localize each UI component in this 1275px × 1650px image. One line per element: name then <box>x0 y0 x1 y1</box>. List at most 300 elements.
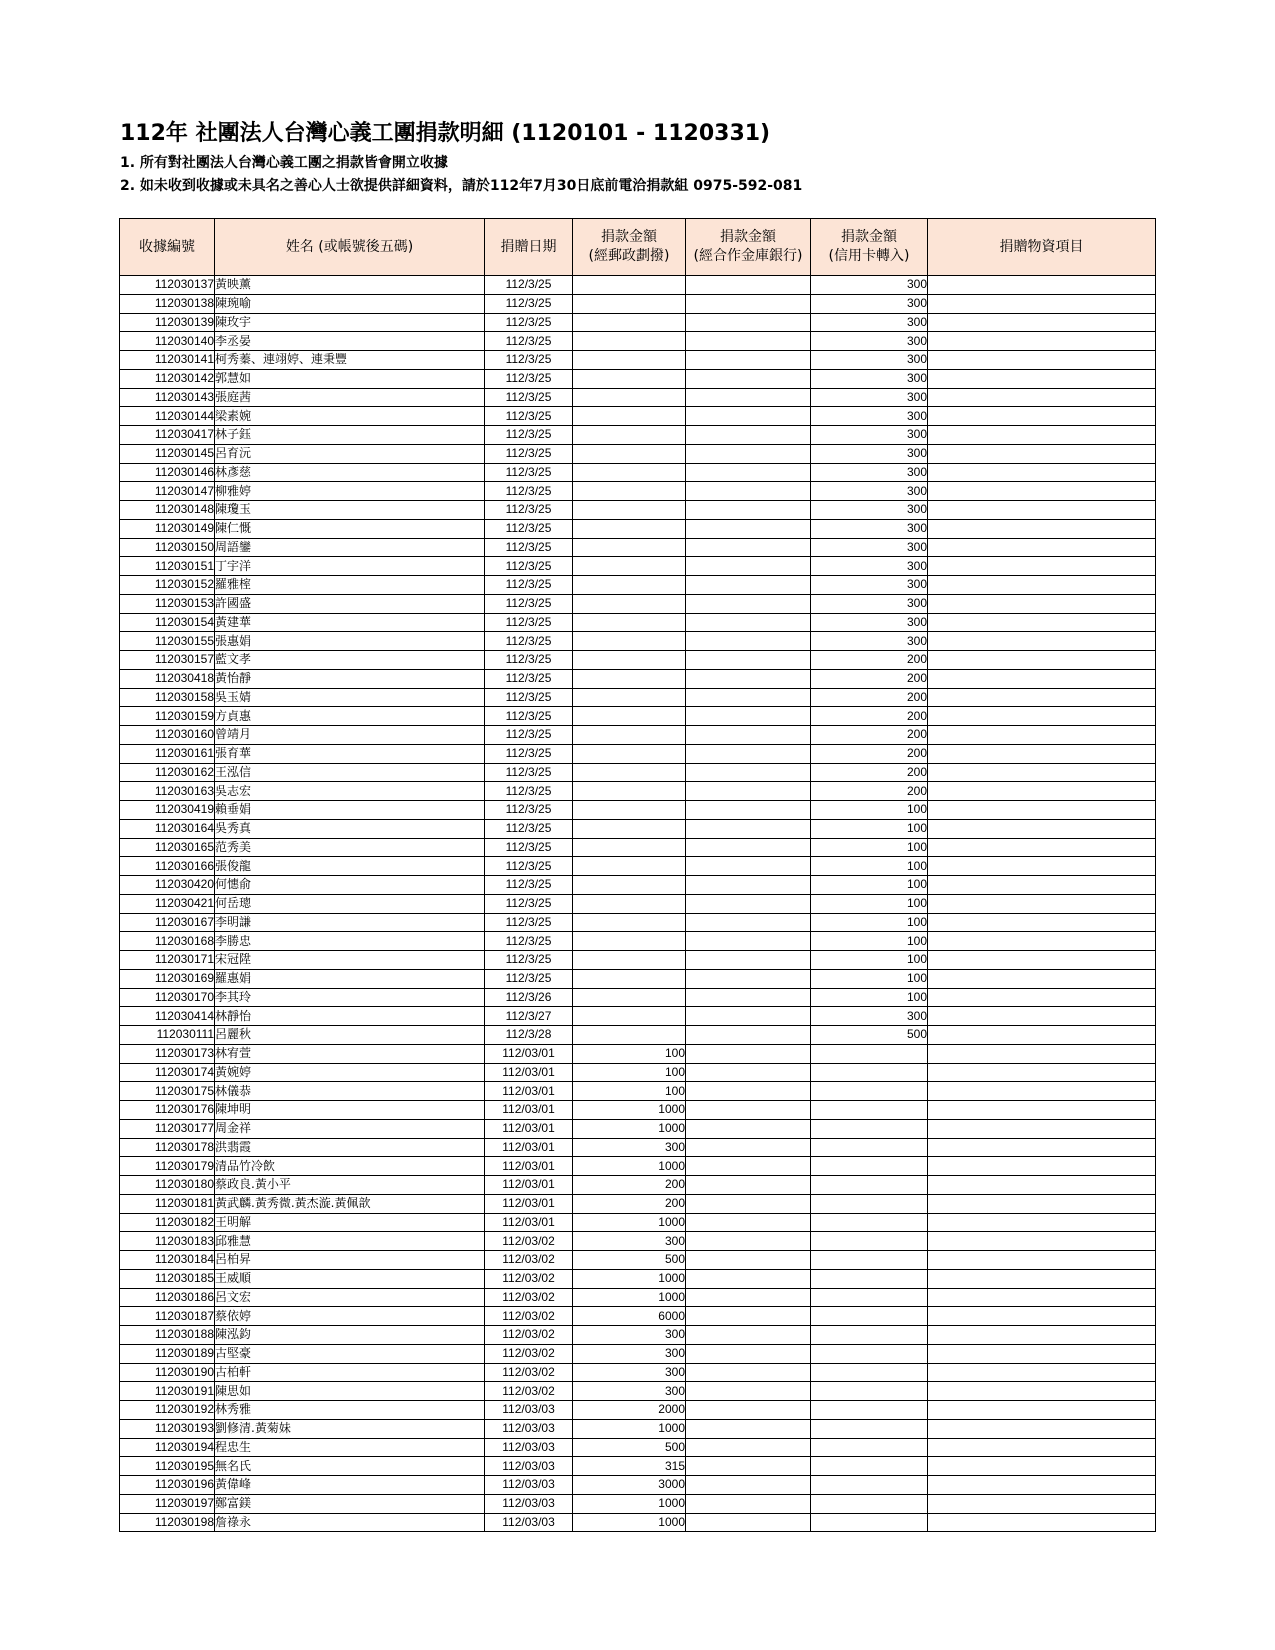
donor-name-cell: 清品竹冷飲 <box>215 1157 485 1176</box>
donor-name-cell: 蔡政良.黃小平 <box>215 1176 485 1195</box>
donation-date-cell: 112/3/25 <box>485 538 573 557</box>
donor-name-cell: 陳瓊玉 <box>215 501 485 520</box>
donated-goods-cell <box>928 1307 1156 1326</box>
amount-credit-card-cell: 200 <box>811 688 928 707</box>
donor-name-cell: 林子鈺 <box>215 426 485 445</box>
amount-postal-cell: 100 <box>573 1082 686 1101</box>
receipt-number-cell: 112030186 <box>120 1288 215 1307</box>
receipt-number-cell: 112030160 <box>120 726 215 745</box>
amount-credit-card-cell: 300 <box>811 332 928 351</box>
donor-name-cell: 鄭富鎂 <box>215 1494 485 1513</box>
donation-date-cell: 112/03/02 <box>485 1288 573 1307</box>
header-donation-date: 捐贈日期 <box>485 219 573 276</box>
donated-goods-cell <box>928 1194 1156 1213</box>
donor-name-cell: 黃映薰 <box>215 276 485 295</box>
amount-credit-card-cell <box>811 1401 928 1420</box>
amount-credit-card-cell <box>811 1513 928 1532</box>
amount-credit-card-cell: 100 <box>811 969 928 988</box>
amount-postal-cell <box>573 501 686 520</box>
donation-date-cell: 112/03/02 <box>485 1344 573 1363</box>
table-row <box>120 763 1156 782</box>
amount-bank-cell <box>686 838 811 857</box>
amount-credit-card-cell <box>811 1194 928 1213</box>
amount-bank-cell <box>686 969 811 988</box>
amount-credit-card-cell: 300 <box>811 594 928 613</box>
amount-credit-card-cell <box>811 1419 928 1438</box>
amount-credit-card-cell <box>811 1494 928 1513</box>
receipt-number-cell: 112030196 <box>120 1476 215 1495</box>
receipt-number-cell: 112030170 <box>120 988 215 1007</box>
donation-date-cell: 112/3/25 <box>485 969 573 988</box>
receipt-number-cell: 112030414 <box>120 1007 215 1026</box>
amount-postal-cell <box>573 669 686 688</box>
donation-date-cell: 112/03/02 <box>485 1326 573 1345</box>
table-row <box>120 594 1156 613</box>
amount-postal-cell: 300 <box>573 1344 686 1363</box>
amount-bank-cell <box>686 744 811 763</box>
donor-name-cell: 周金祥 <box>215 1119 485 1138</box>
donated-goods-cell <box>928 594 1156 613</box>
donor-name-cell: 古柏軒 <box>215 1363 485 1382</box>
donor-name-cell: 許國盛 <box>215 594 485 613</box>
table-row <box>120 1326 1156 1345</box>
amount-postal-cell: 1000 <box>573 1513 686 1532</box>
amount-bank-cell <box>686 951 811 970</box>
donated-goods-cell <box>928 894 1156 913</box>
donated-goods-cell <box>928 913 1156 932</box>
donated-goods-cell <box>928 1363 1156 1382</box>
amount-credit-card-cell: 300 <box>811 576 928 595</box>
table-row <box>120 1251 1156 1270</box>
amount-credit-card-cell <box>811 1307 928 1326</box>
donation-date-cell: 112/03/03 <box>485 1513 573 1532</box>
amount-credit-card-cell: 300 <box>811 519 928 538</box>
donor-name-cell: 呂文宏 <box>215 1288 485 1307</box>
amount-bank-cell <box>686 1251 811 1270</box>
donor-name-cell: 黃建華 <box>215 613 485 632</box>
receipt-number-cell: 112030165 <box>120 838 215 857</box>
amount-postal-cell <box>573 276 686 295</box>
amount-credit-card-cell <box>811 1044 928 1063</box>
amount-postal-cell: 1000 <box>573 1494 686 1513</box>
donation-date-cell: 112/3/25 <box>485 894 573 913</box>
amount-credit-card-cell <box>811 1457 928 1476</box>
table-row <box>120 688 1156 707</box>
amount-bank-cell <box>686 819 811 838</box>
amount-postal-cell: 1000 <box>573 1119 686 1138</box>
receipt-number-cell: 112030163 <box>120 782 215 801</box>
amount-postal-cell <box>573 1007 686 1026</box>
table-row <box>120 313 1156 332</box>
amount-bank-cell <box>686 1363 811 1382</box>
donation-date-cell: 112/3/25 <box>485 782 573 801</box>
amount-postal-cell: 300 <box>573 1232 686 1251</box>
donation-date-cell: 112/03/01 <box>485 1044 573 1063</box>
receipt-number-cell: 112030145 <box>120 444 215 463</box>
donation-date-cell: 112/3/25 <box>485 763 573 782</box>
table-row <box>120 1213 1156 1232</box>
amount-bank-cell <box>686 613 811 632</box>
donor-name-cell: 李明謙 <box>215 913 485 932</box>
table-row <box>120 1401 1156 1420</box>
amount-postal-cell: 200 <box>573 1194 686 1213</box>
receipt-number-cell: 112030180 <box>120 1176 215 1195</box>
donor-name-cell: 黃怡靜 <box>215 669 485 688</box>
amount-credit-card-cell <box>811 1269 928 1288</box>
donation-date-cell: 112/3/25 <box>485 801 573 820</box>
amount-bank-cell <box>686 1382 811 1401</box>
amount-credit-card-cell: 200 <box>811 726 928 745</box>
donation-date-cell: 112/3/25 <box>485 557 573 576</box>
donation-date-cell: 112/03/03 <box>485 1401 573 1420</box>
amount-bank-cell <box>686 388 811 407</box>
amount-bank-cell <box>686 1063 811 1082</box>
amount-credit-card-cell: 200 <box>811 763 928 782</box>
receipt-number-cell: 112030138 <box>120 294 215 313</box>
amount-postal-cell: 100 <box>573 1063 686 1082</box>
receipt-number-cell: 112030191 <box>120 1382 215 1401</box>
amount-credit-card-cell <box>811 1476 928 1495</box>
amount-bank-cell <box>686 669 811 688</box>
amount-credit-card-cell <box>811 1157 928 1176</box>
donation-date-cell: 112/3/25 <box>485 876 573 895</box>
amount-postal-cell <box>573 913 686 932</box>
donation-date-cell: 112/3/25 <box>485 576 573 595</box>
donor-name-cell: 洪翡霞 <box>215 1138 485 1157</box>
table-row <box>120 1026 1156 1045</box>
amount-credit-card-cell: 300 <box>811 351 928 370</box>
header-donated-goods: 捐贈物資項目 <box>928 219 1156 276</box>
donated-goods-cell <box>928 351 1156 370</box>
amount-credit-card-cell: 300 <box>811 482 928 501</box>
donor-name-cell: 陳坤明 <box>215 1101 485 1120</box>
donation-date-cell: 112/3/25 <box>485 707 573 726</box>
header-amount-credit-card: 捐款金額 (信用卡轉入) <box>811 219 928 276</box>
amount-postal-cell <box>573 819 686 838</box>
amount-postal-cell <box>573 407 686 426</box>
donated-goods-cell <box>928 1419 1156 1438</box>
amount-credit-card-cell: 100 <box>811 988 928 1007</box>
amount-bank-cell <box>686 407 811 426</box>
receipt-number-cell: 112030187 <box>120 1307 215 1326</box>
table-row <box>120 426 1156 445</box>
amount-credit-card-cell: 200 <box>811 782 928 801</box>
amount-credit-card-cell: 200 <box>811 707 928 726</box>
amount-bank-cell <box>686 1138 811 1157</box>
donation-date-cell: 112/3/25 <box>485 819 573 838</box>
table-row <box>120 838 1156 857</box>
amount-credit-card-cell: 300 <box>811 426 928 445</box>
amount-bank-cell <box>686 763 811 782</box>
amount-bank-cell <box>686 594 811 613</box>
amount-credit-card-cell: 300 <box>811 1007 928 1026</box>
donor-name-cell: 王明解 <box>215 1213 485 1232</box>
receipt-number-cell: 112030111 <box>120 1026 215 1045</box>
amount-postal-cell <box>573 519 686 538</box>
receipt-number-cell: 112030147 <box>120 482 215 501</box>
amount-postal-cell <box>573 838 686 857</box>
donation-date-cell: 112/03/01 <box>485 1119 573 1138</box>
amount-credit-card-cell: 100 <box>811 932 928 951</box>
amount-credit-card-cell: 200 <box>811 744 928 763</box>
table-row <box>120 1307 1156 1326</box>
donated-goods-cell <box>928 1119 1156 1138</box>
amount-postal-cell <box>573 1026 686 1045</box>
amount-bank-cell <box>686 313 811 332</box>
amount-bank-cell <box>686 538 811 557</box>
table-row <box>120 1063 1156 1082</box>
donation-date-cell: 112/3/25 <box>485 369 573 388</box>
amount-bank-cell <box>686 632 811 651</box>
donor-name-cell: 王泓信 <box>215 763 485 782</box>
amount-bank-cell <box>686 332 811 351</box>
donated-goods-cell <box>928 951 1156 970</box>
donor-name-cell: 何岳璁 <box>215 894 485 913</box>
amount-bank-cell <box>686 1419 811 1438</box>
donation-date-cell: 112/3/25 <box>485 501 573 520</box>
receipt-number-cell: 112030153 <box>120 594 215 613</box>
donation-date-cell: 112/3/27 <box>485 1007 573 1026</box>
donated-goods-cell <box>928 1213 1156 1232</box>
donor-name-cell: 黃偉峰 <box>215 1476 485 1495</box>
table-row <box>120 444 1156 463</box>
amount-credit-card-cell: 500 <box>811 1026 928 1045</box>
donor-name-cell: 張惠娟 <box>215 632 485 651</box>
amount-postal-cell <box>573 538 686 557</box>
donated-goods-cell <box>928 1138 1156 1157</box>
amount-postal-cell <box>573 969 686 988</box>
donated-goods-cell <box>928 801 1156 820</box>
donated-goods-cell <box>928 726 1156 745</box>
table-row <box>120 1176 1156 1195</box>
amount-postal-cell: 500 <box>573 1438 686 1457</box>
table-row <box>120 819 1156 838</box>
donation-date-cell: 112/3/25 <box>485 857 573 876</box>
receipt-number-cell: 112030140 <box>120 332 215 351</box>
donor-name-cell: 黃武麟.黃秀微.黃杰漩.黃佩歆 <box>215 1194 485 1213</box>
donation-date-cell: 112/3/25 <box>485 669 573 688</box>
donor-name-cell: 李勝忠 <box>215 932 485 951</box>
amount-credit-card-cell <box>811 1438 928 1457</box>
receipt-number-cell: 112030176 <box>120 1101 215 1120</box>
donated-goods-cell <box>928 1082 1156 1101</box>
donated-goods-cell <box>928 669 1156 688</box>
donor-name-cell: 羅惠娟 <box>215 969 485 988</box>
donor-name-cell: 柯秀蓁、連翊婷、連秉豐 <box>215 351 485 370</box>
receipt-number-cell: 112030189 <box>120 1344 215 1363</box>
donor-name-cell: 周語鑾 <box>215 538 485 557</box>
amount-credit-card-cell <box>811 1213 928 1232</box>
amount-bank-cell <box>686 1007 811 1026</box>
donated-goods-cell <box>928 838 1156 857</box>
donor-name-cell: 張俊龍 <box>215 857 485 876</box>
amount-postal-cell <box>573 332 686 351</box>
table-row <box>120 1288 1156 1307</box>
amount-credit-card-cell <box>811 1138 928 1157</box>
table-row <box>120 651 1156 670</box>
table-row <box>120 1438 1156 1457</box>
donor-name-cell: 林彥慈 <box>215 463 485 482</box>
amount-credit-card-cell <box>811 1082 928 1101</box>
amount-bank-cell <box>686 651 811 670</box>
donor-name-cell: 王威順 <box>215 1269 485 1288</box>
donation-date-cell: 112/3/25 <box>485 594 573 613</box>
table-row <box>120 407 1156 426</box>
table-row <box>120 351 1156 370</box>
table-row <box>120 782 1156 801</box>
receipt-number-cell: 112030149 <box>120 519 215 538</box>
amount-bank-cell <box>686 426 811 445</box>
table-row <box>120 1082 1156 1101</box>
amount-credit-card-cell: 100 <box>811 876 928 895</box>
amount-bank-cell <box>686 988 811 1007</box>
donation-date-cell: 112/3/25 <box>485 932 573 951</box>
receipt-number-cell: 112030192 <box>120 1401 215 1420</box>
document-title: 112年 社團法人台灣心義工團捐款明細 (1120101 - 1120331) <box>120 121 771 146</box>
receipt-number-cell: 112030177 <box>120 1119 215 1138</box>
donated-goods-cell <box>928 1513 1156 1532</box>
table-row <box>120 369 1156 388</box>
donor-name-cell: 郭慧如 <box>215 369 485 388</box>
amount-postal-cell: 300 <box>573 1326 686 1345</box>
donor-name-cell: 邱雅慧 <box>215 1232 485 1251</box>
donated-goods-cell <box>928 1232 1156 1251</box>
amount-postal-cell <box>573 801 686 820</box>
table-row <box>120 519 1156 538</box>
donation-table <box>119 218 1156 1532</box>
header-amount-bank: 捐款金額 (經合作金庫銀行) <box>686 219 811 276</box>
receipt-number-cell: 112030146 <box>120 463 215 482</box>
receipt-number-cell: 112030137 <box>120 276 215 295</box>
amount-bank-cell <box>686 576 811 595</box>
table-row <box>120 744 1156 763</box>
donation-date-cell: 112/03/01 <box>485 1101 573 1120</box>
amount-postal-cell <box>573 726 686 745</box>
donated-goods-cell <box>928 688 1156 707</box>
amount-bank-cell <box>686 1213 811 1232</box>
amount-postal-cell <box>573 426 686 445</box>
amount-bank-cell <box>686 501 811 520</box>
donated-goods-cell <box>928 613 1156 632</box>
amount-postal-cell <box>573 688 686 707</box>
table-row <box>120 538 1156 557</box>
donation-date-cell: 112/3/25 <box>485 838 573 857</box>
donor-name-cell: 李丞晏 <box>215 332 485 351</box>
donor-name-cell: 范秀美 <box>215 838 485 857</box>
table-row <box>120 1101 1156 1120</box>
receipt-number-cell: 112030188 <box>120 1326 215 1345</box>
amount-bank-cell <box>686 369 811 388</box>
receipt-number-cell: 112030190 <box>120 1363 215 1382</box>
amount-credit-card-cell: 100 <box>811 801 928 820</box>
table-row <box>120 557 1156 576</box>
donor-name-cell: 陳泓鈞 <box>215 1326 485 1345</box>
donated-goods-cell <box>928 1007 1156 1026</box>
receipt-number-cell: 112030195 <box>120 1457 215 1476</box>
receipt-number-cell: 112030152 <box>120 576 215 595</box>
amount-bank-cell <box>686 1119 811 1138</box>
donor-name-cell: 呂柏昇 <box>215 1251 485 1270</box>
table-row <box>120 1363 1156 1382</box>
donation-date-cell: 112/03/01 <box>485 1213 573 1232</box>
table-row <box>120 1194 1156 1213</box>
donor-name-cell: 方貞惠 <box>215 707 485 726</box>
table-row <box>120 876 1156 895</box>
table-row <box>120 1119 1156 1138</box>
amount-postal-cell: 100 <box>573 1044 686 1063</box>
receipt-number-cell: 112030174 <box>120 1063 215 1082</box>
donor-name-cell: 柳雅婷 <box>215 482 485 501</box>
donated-goods-cell <box>928 969 1156 988</box>
amount-bank-cell <box>686 1307 811 1326</box>
amount-credit-card-cell: 300 <box>811 276 928 295</box>
donor-name-cell: 蔡依婷 <box>215 1307 485 1326</box>
donated-goods-cell <box>928 763 1156 782</box>
receipt-number-cell: 112030151 <box>120 557 215 576</box>
donor-name-cell: 呂育沅 <box>215 444 485 463</box>
amount-bank-cell <box>686 351 811 370</box>
amount-bank-cell <box>686 482 811 501</box>
donation-date-cell: 112/03/03 <box>485 1494 573 1513</box>
donation-date-cell: 112/03/02 <box>485 1269 573 1288</box>
amount-credit-card-cell: 300 <box>811 463 928 482</box>
table-row <box>120 1457 1156 1476</box>
table-row <box>120 1382 1156 1401</box>
amount-postal-cell: 315 <box>573 1457 686 1476</box>
donor-name-cell: 陳琬喻 <box>215 294 485 313</box>
table-row <box>120 857 1156 876</box>
amount-credit-card-cell: 100 <box>811 857 928 876</box>
donor-name-cell: 曾靖月 <box>215 726 485 745</box>
receipt-number-cell: 112030419 <box>120 801 215 820</box>
donor-name-cell: 林宥萱 <box>215 1044 485 1063</box>
amount-credit-card-cell <box>811 1119 928 1138</box>
amount-postal-cell <box>573 744 686 763</box>
receipt-number-cell: 112030168 <box>120 932 215 951</box>
amount-postal-cell <box>573 988 686 1007</box>
receipt-number-cell: 112030178 <box>120 1138 215 1157</box>
donor-name-cell: 梁素婉 <box>215 407 485 426</box>
donated-goods-cell <box>928 1401 1156 1420</box>
donor-name-cell: 丁宇洋 <box>215 557 485 576</box>
donor-name-cell: 李其玲 <box>215 988 485 1007</box>
donated-goods-cell <box>928 463 1156 482</box>
amount-credit-card-cell: 300 <box>811 501 928 520</box>
donor-name-cell: 宋冠陞 <box>215 951 485 970</box>
amount-credit-card-cell: 200 <box>811 669 928 688</box>
donation-date-cell: 112/03/01 <box>485 1194 573 1213</box>
receipt-number-cell: 112030181 <box>120 1194 215 1213</box>
donation-date-cell: 112/03/03 <box>485 1438 573 1457</box>
amount-credit-card-cell: 300 <box>811 538 928 557</box>
amount-postal-cell: 300 <box>573 1138 686 1157</box>
donation-date-cell: 112/03/02 <box>485 1232 573 1251</box>
receipt-number-cell: 112030194 <box>120 1438 215 1457</box>
header-receipt-number: 收據編號 <box>120 219 215 276</box>
table-row <box>120 463 1156 482</box>
donated-goods-cell <box>928 651 1156 670</box>
amount-postal-cell <box>573 594 686 613</box>
receipt-number-cell: 112030161 <box>120 744 215 763</box>
table-row <box>120 951 1156 970</box>
donated-goods-cell <box>928 1457 1156 1476</box>
amount-credit-card-cell: 100 <box>811 838 928 857</box>
table-row <box>120 482 1156 501</box>
donation-date-cell: 112/03/03 <box>485 1476 573 1495</box>
donated-goods-cell <box>928 557 1156 576</box>
donated-goods-cell <box>928 1063 1156 1082</box>
donor-name-cell: 陳玫宇 <box>215 313 485 332</box>
